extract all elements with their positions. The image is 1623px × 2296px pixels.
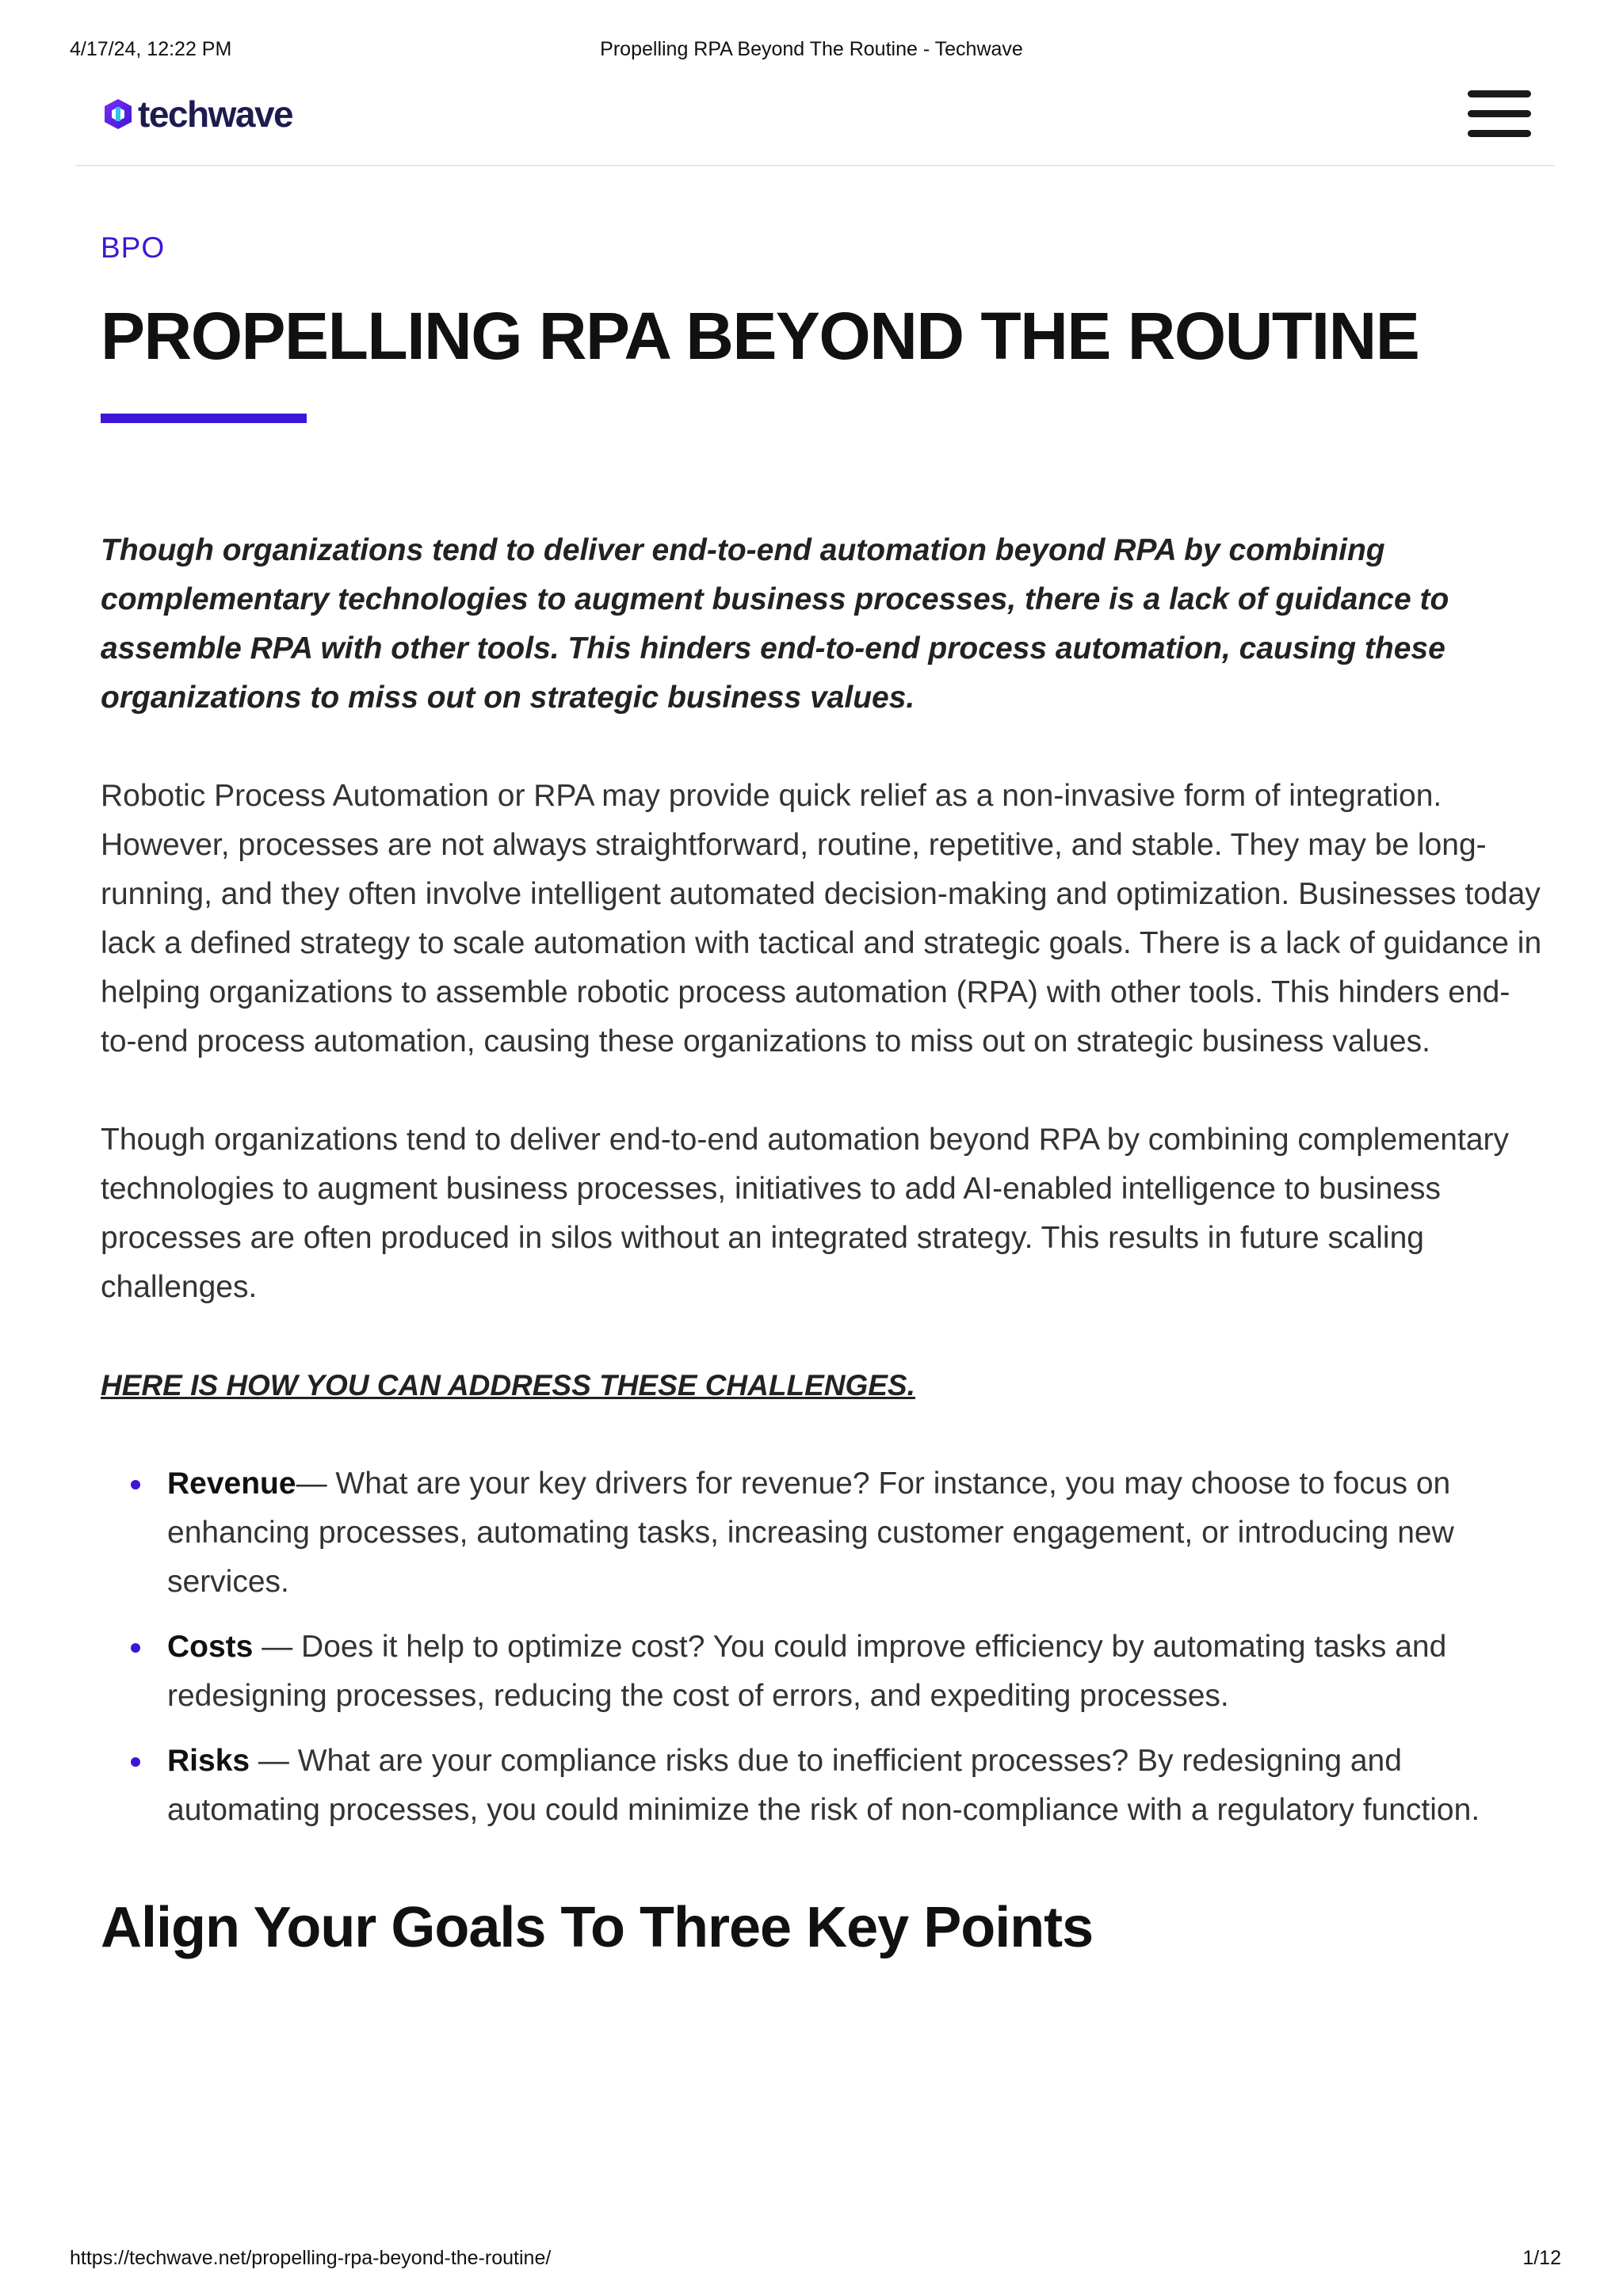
section-heading: HERE IS HOW YOU CAN ADDRESS THESE CHALLENGES. — [101, 1369, 915, 1402]
print-url: https://techwave.net/propelling-rpa-beyond-the-routine/ — [70, 2247, 552, 2269]
list-item-term: Costs — [167, 1630, 254, 1664]
list-item-text: — What are your key drivers for revenue? For instance, you may choose to focus on enhancing processes, automating tasks, increasing customer engagement, or introducing new services. — [167, 1466, 1454, 1599]
list-item-text: — Does it help to optimize cost? You could improve efficiency by automating tasks and redesigning processes, reducing the cost of errors, and expediting processes. — [167, 1630, 1447, 1713]
subheading: Align Your Goals To Three Key Points — [101, 1896, 1094, 1959]
article — [101, 231, 1543, 1963]
techwave-logo[interactable] — [103, 92, 292, 136]
title-underline-accent — [101, 414, 307, 423]
body-paragraph-2: Though organizations tend to deliver end-to-end automation beyond RPA by combining complementary technologies to augment business processes, initiatives to add AI-enabled intelligence to business processes are often produced in silos without an integrated strategy. This results in future scaling challenges. — [101, 1123, 1510, 1304]
print-header — [0, 38, 1623, 67]
techwave-logo-icon — [103, 97, 133, 131]
lead-paragraph: Though organizations tend to deliver end-to-end automation beyond RPA by combining complementary technologies to augment business processes, there is a lack of guidance to assemble RPA with other tools. This hinders end-to-end process automation, causing these organizations to miss out on strategic business values. — [101, 533, 1449, 715]
list-item-term: Revenue — [167, 1466, 296, 1501]
site-header — [76, 79, 1555, 166]
body-paragraph-1: Robotic Process Automation or RPA may provide quick relief as a non-invasive form of integration. However, processes are not always straightforward, routine, repetitive, and stable. They may be long-running, and they often involve intelligent automated decision-making and optimization. Businesses today lack a defined strategy to scale automation with tactical and strategic goals. There is a lack of guidance in helping organizations to assemble robotic process automation (RPA) with other tools. This hinders end-to-end process automation, causing these organizations to miss out on strategic business values. — [101, 779, 1542, 1058]
print-date: 4/17/24, 12:22 PM — [70, 38, 232, 60]
page-title: PROPELLING RPA BEYOND THE ROUTINE — [101, 299, 1419, 373]
print-page-number: 1/12 — [1522, 2247, 1561, 2269]
print-page-title: Propelling RPA Beyond The Routine - Techwave — [600, 38, 1023, 60]
list-item-text: — What are your compliance risks due to inefficient processes? By redesigning and automating processes, you could minimize the risk of non-compliance with a regulatory function. — [167, 1744, 1480, 1827]
list-item-term: Risks — [167, 1744, 250, 1778]
category-link[interactable]: BPO — [101, 231, 166, 264]
list-item — [101, 1623, 1543, 1721]
print-footer — [0, 2247, 1623, 2275]
list-item — [101, 1737, 1543, 1835]
logo-text: techwave — [138, 93, 293, 135]
challenge-list — [101, 1459, 1543, 1835]
hamburger-menu-icon[interactable] — [1468, 90, 1531, 138]
list-item — [101, 1459, 1543, 1607]
